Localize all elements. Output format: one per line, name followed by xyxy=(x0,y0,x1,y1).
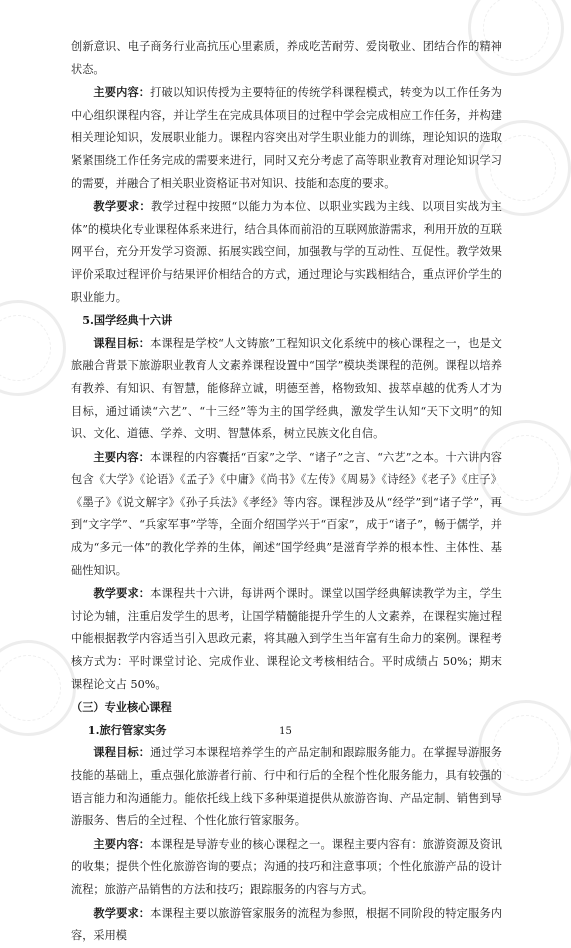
paragraph-text: 通过学习本课程培养学生的产品定制和跟踪服务能力。在掌握导游服务技能的基础上，重点强化旅游者行前、行中和行后的全程个性化服务能力，具有较强的语言能力和沟通能力。能依托线上线下多种渠道提供从旅游咨询、产品定制、销售到导游服务、售后的全过程、个性化旅行管家服务。 xyxy=(71,746,502,828)
paragraph xyxy=(71,446,502,583)
paragraph xyxy=(71,81,502,195)
body-text xyxy=(71,36,502,948)
paragraph xyxy=(71,332,502,446)
paragraph xyxy=(71,195,502,309)
section-heading: （三）专业核心课程 xyxy=(71,700,172,715)
paragraph-text: 本课程共十六讲，每讲两个课时。课堂以国学经典解读教学为主，学生讨论为辅，注重启发学生的思考，让国学精髓能提升学生的人文素养，在课程实施过程中能根据教学内容适当引入思政元素，将其融入到学生当年富有生命力的案例。课程考核方式为：平时课堂讨论、完成作业、课程论文考核相结合。平时成绩占 50%；期末课程论文占 50%。 xyxy=(71,587,502,691)
paragraph-text: 本课程的内容囊括“百家”之学、“诸子”之言、“六艺”之本。十六讲内容包含《大学》《论语》《孟子》《中庸》《尚书》《左传》《周易》《诗经》《老子》《庄子》《墨子》《说文解字》《孙子兵法》《孝经》等内容。课程涉及从“经学”到“诸子学”，再到“文字学”、“兵家军事”学等，全面介绍国学兴于“百家”，成于“诸子”，畅于儒学，并成为“多元一体”的教化学养的生体，阐述“国学经典”是滋育学养的根本性、主体性、基础性知识。 xyxy=(71,450,502,577)
section-heading: 5.国学经典十六讲 xyxy=(82,313,173,328)
paragraph xyxy=(71,741,502,832)
paragraph-label: 主要内容： xyxy=(93,836,151,851)
paragraph-text: 本课程主要以旅游管家服务的流程为参照，根据不同阶段的特定服务内容，采用模 xyxy=(71,906,502,943)
paragraph: 创新意识、电子商务行业高抗压心里素质，养成吃苦耐劳、爱岗敬业、团结合作的精神状态。 xyxy=(71,40,502,76)
paragraph xyxy=(71,833,502,902)
paragraph-label: 主要内容： xyxy=(93,449,150,464)
paragraph-text: 打破以知识传授为主要特征的传统学科课程模式，转变为以工作任务为中心组织课程内容，并让学生在完成具体项目的过程中学会完成相应工作任务，并构建相关理论知识，发展职业能力。课程内容突出对学生职业能力的训练，理论知识的选取紧紧围绕工作任务完成的需要来进行，同时又充分考虑了高等职业教育对理论知识学习的需要，并融合了相关职业资格证书对知识、技能和态度的要求。 xyxy=(71,86,502,190)
paragraph-label: 主要内容： xyxy=(93,85,151,100)
paragraph-label: 教学要求： xyxy=(93,905,151,920)
paragraph-text: 本课程是学校“人文铸旅”工程知识文化系统中的核心课程之一，也是文旅融合背景下旅游职业教育人文素养课程设置中“国学”模块类课程的范例。课程以培养有教养、有知识、有智慧，能修辞立诚，明德至善，格物致知、拔萃卓越的优秀人才为目标，通过诵读“六艺”、“十三经”等为主的国学经典，激发学生认知“天下文明”的知识、文化、道德、学养、文明、智慧体系，树立民族文化自信。 xyxy=(71,336,502,441)
page-number: 15 xyxy=(279,726,292,737)
paragraph xyxy=(71,582,502,696)
paragraph-label: 课程目标： xyxy=(93,335,151,350)
paragraph-label: 课程目标： xyxy=(93,745,151,760)
paragraph-text: 本课程是导游专业的核心课程之一。课程主要内容有：旅游资源及资讯的收集；提供个性化旅游咨询的要点；沟通的技巧和注意事项；个性化旅游产品的设计流程；旅游产品销售的方法和技巧；跟踪服务的内容与方式。 xyxy=(71,837,502,896)
subsection-heading: 1.旅行管家实务 xyxy=(87,722,167,737)
paragraph-label: 教学要求： xyxy=(93,199,151,214)
paragraph-text: 教学过程中按照“以能力为本位、以职业实践为主线、以项目实战为主体”的模块化专业课程体系来进行，结合具体而前沿的互联网旅游需求，利用开放的互联网平台，充分开发学习资源、拓展实践空间，加强教与学的互动性、互促性。教学效果评价采取过程评价与结果评价相结合的方式，通过理论与实践相结合，重点评价学生的职业能力。 xyxy=(71,200,502,304)
paragraph-label: 教学要求： xyxy=(93,586,151,601)
paragraph xyxy=(71,902,502,948)
